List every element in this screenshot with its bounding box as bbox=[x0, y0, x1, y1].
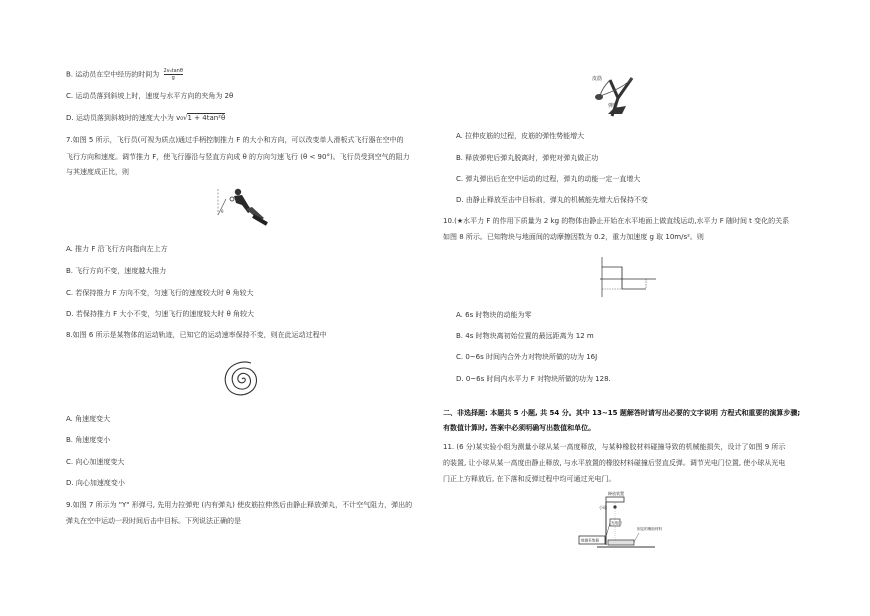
label-pouch: 弹兜 bbox=[608, 103, 619, 109]
q6-option-c: C. 运动员落到斜坡上时，速度与水平方向的夹角为 2θ bbox=[66, 92, 234, 100]
q6-option-b bbox=[66, 68, 183, 81]
q8-option-c: C. 向心加速度变大 bbox=[66, 458, 125, 466]
q10-option-d: D. 0~6s 时间内水平力 F 对物块所做的功为 128. bbox=[456, 375, 611, 383]
q8-option-b: B. 角速度变小 bbox=[66, 436, 111, 444]
q6-option-d-radicand: 1 + 4tan²θ bbox=[187, 114, 226, 122]
q10-stem-line-1: 10.(★水平力 F 的作用下质量为 2 kg 的物体由静止开始在水平地面上做直线运动,水平力 F 随时间 t 变化的关系 bbox=[443, 217, 790, 225]
section-2-heading-line-2: 有数值计算时, 答案中必须明确写出数值和单位。 bbox=[443, 424, 596, 432]
q6-option-b-text: B. 运动员在空中经历的时间为 bbox=[66, 70, 160, 79]
q10-option-a: A. 6s 时物块的动能为零 bbox=[456, 311, 532, 319]
label-rubber-material: 固定的橡胶材料 bbox=[637, 527, 663, 531]
q9-stem-line-1: 9.如图 7 所示为 "Y" 形弹弓, 先用力拉弹兜 (内有弹丸) 使皮筋拉伸然后由静止释放弹丸，不计空气阻力，弹出的 bbox=[66, 501, 413, 509]
q10-stem-line-2: 如图 8 所示。已知物块与地面间的动摩擦因数为 0.2，重力加速度 g 取 10m/s²。则 bbox=[443, 233, 704, 241]
q11-stem-line-1: 11. (6 分)某实验小组为测量小球从某一高度释放，与某种橡胶材料碰撞导致的机械能损失，设计了如图 9 所示 bbox=[443, 443, 786, 451]
q9-option-c: C. 弹丸弹出后在空中运动的过程，弹丸的动能一定一直增大 bbox=[456, 175, 641, 183]
q9-option-a: A. 拉伸皮筋的过程，皮筋的弹性势能增大 bbox=[456, 132, 585, 140]
q8-stem: 8.如图 6 所示是某物体的运动轨迹，已知它的运动速率保持不变，则在此运动过程中 bbox=[66, 331, 327, 339]
label-data-recorder: 数据采集器 bbox=[581, 538, 599, 543]
q9-stem-line-2: 弹丸在空中运动一段时间后击中目标。下列说法正确的是 bbox=[66, 517, 241, 525]
q9-option-d: D. 由静止释放至击中目标前，弹丸的机械能先增大后保持不变 bbox=[456, 196, 648, 204]
q6-option-b-fraction bbox=[164, 68, 183, 81]
q11-stem-line-3: 门正上方释放后, 在下落和反弹过程中均可通过光电门。 bbox=[443, 475, 616, 483]
q6-fraction-numerator: 2v₀tanθ bbox=[163, 68, 183, 74]
label-photogate: 光电门 bbox=[611, 521, 622, 525]
q10-option-c: C. 0~6s 时间内合外力对物块所做的功为 16J bbox=[456, 353, 598, 361]
q6-option-d-text: D. 运动员落到斜坡时的速度大小为 v₀ bbox=[66, 114, 184, 122]
q7-stem-line-2: 飞行方向和速度。调节推力 F，使飞行器沿与竖直方向成 θ 的方向匀速飞行 (θ < 90°)。飞行员受到空气的阻力 bbox=[66, 153, 410, 161]
q7-option-a: A. 推力 F 沿飞行方向指向左上方 bbox=[66, 245, 168, 253]
figure-5-pilot-illustration bbox=[212, 185, 272, 227]
q7-stem-line-1: 7.如图 5 所示，飞行员(可视为质点)通过手柄控制推力 F 的大小和方向，可以改变单人滑板式飞行器在空中的 bbox=[66, 136, 404, 144]
q7-stem-line-3: 与其速度成正比，则 bbox=[66, 168, 129, 176]
q7-option-d: D. 若保持推力 F 大小不变，匀速飞行的速度较大时 θ 角较大 bbox=[66, 310, 255, 318]
q8-option-a: A. 角速度变大 bbox=[66, 415, 111, 423]
figure-8-force-time-graph bbox=[596, 255, 658, 299]
q9-option-b: B. 释放弹兜后弹丸脱离时，弹兜对弹丸做正功 bbox=[456, 154, 599, 162]
label-rubber-band: 皮筋 bbox=[592, 76, 603, 82]
figure-6-spiral-trajectory bbox=[216, 356, 268, 402]
sqrt-sign: √ bbox=[183, 114, 188, 122]
svg-text:θ: θ bbox=[221, 209, 224, 214]
q7-option-b: B. 飞行方向不变，速度越大推力 bbox=[66, 267, 167, 275]
q7-option-c: C. 若保持推力 F 方向不变，匀速飞行的速度较大时 θ 角较大 bbox=[66, 289, 254, 297]
figure-9-apparatus-illustration bbox=[575, 489, 669, 553]
section-2-heading-line-1: 二、非选择题: 本题共 5 小题, 共 54 分。其中 13~15 题解答时请写出必要的文字说明 方程式和重要的演算步骤; bbox=[443, 409, 801, 417]
figure-7-slingshot-illustration bbox=[588, 66, 650, 118]
label-ball: 小球 bbox=[599, 505, 607, 510]
q6-option-d bbox=[66, 114, 225, 123]
label-release-device: 释放装置 bbox=[608, 491, 624, 496]
q11-stem-line-2: 的装置, 让小球从某一高度由静止释放, 与水平放置的橡胶材料碰撞后竖直反弹。调节光电门位置, 使小球从光电 bbox=[443, 459, 786, 467]
q8-option-d: D. 向心加速度变小 bbox=[66, 479, 125, 487]
q6-fraction-denominator: g bbox=[171, 75, 175, 81]
q10-option-b: B. 4s 时物块离初始位置的最远距离为 12 m bbox=[456, 332, 594, 340]
